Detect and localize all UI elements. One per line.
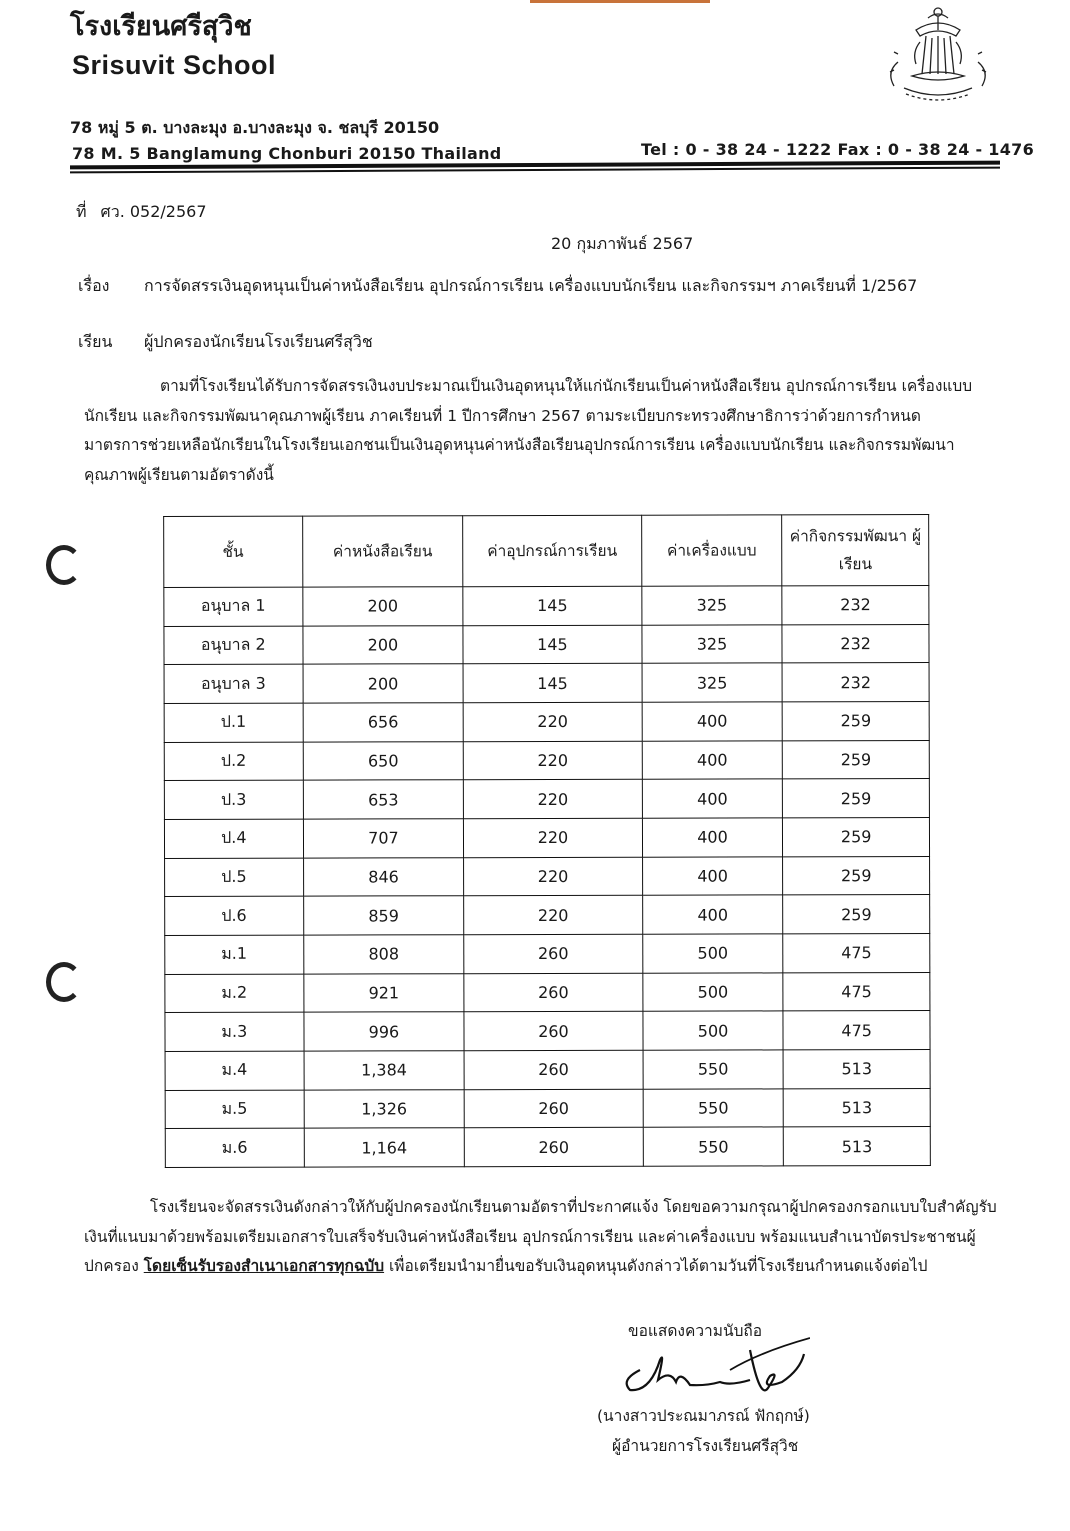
table-body: [164, 585, 931, 1167]
cell-supplies: 220: [463, 741, 642, 780]
cell-activity: 232: [782, 585, 929, 624]
cell-activity: 259: [783, 856, 930, 895]
cell-grade: อนุบาล 1: [164, 587, 303, 626]
signature-icon: [610, 1330, 810, 1410]
cell-grade: ป.1: [164, 703, 303, 742]
cell-activity: 475: [783, 1011, 930, 1050]
recipient-label: เรียน: [78, 332, 113, 351]
ref-label: ที่: [76, 202, 87, 221]
cell-uniform: 325: [642, 586, 783, 625]
cell-textbook: 808: [303, 935, 464, 974]
header-textbook: ค่าหนังสือเรียน: [302, 516, 463, 587]
cell-textbook: 200: [303, 664, 464, 703]
cell-supplies: 260: [464, 934, 643, 973]
cell-grade: ป.3: [164, 780, 303, 819]
table-row: [164, 779, 929, 820]
cell-activity: 475: [783, 933, 930, 972]
paragraph-instructions: [84, 1193, 1014, 1282]
cell-activity: 259: [782, 701, 929, 740]
cell-supplies: 220: [463, 702, 642, 741]
cell-grade: ป.2: [164, 742, 303, 781]
cell-supplies: 260: [464, 1127, 643, 1166]
subsidy-rates-table: [163, 514, 931, 1168]
cell-uniform: 500: [643, 972, 784, 1011]
cell-grade: ป.4: [164, 819, 303, 858]
recipient-line: [78, 330, 373, 355]
subject-label: เรื่อง: [78, 276, 110, 295]
cell-uniform: 325: [642, 625, 783, 664]
table-row: [165, 856, 930, 897]
school-name-th: โรงเรียนศรีสุวิช: [70, 11, 252, 42]
address-en: 78 M. 5 Banglamung Chonburi 20150 Thailand: [72, 144, 502, 163]
cell-supplies: 260: [464, 1011, 643, 1050]
signer-name: (นางสาวประณมาภรณ์ ฟักฤกษ์): [597, 1407, 810, 1425]
cell-grade: ม.3: [165, 1012, 304, 1051]
cell-textbook: 1,326: [304, 1089, 465, 1128]
cell-textbook: 707: [303, 819, 464, 858]
cell-activity: 513: [783, 1049, 930, 1088]
cell-textbook: 200: [302, 587, 463, 626]
cell-supplies: 260: [464, 1050, 643, 1089]
table-row: [164, 740, 929, 781]
table-row: [165, 1127, 930, 1168]
cell-textbook: 1,384: [304, 1051, 465, 1090]
cell-uniform: 400: [642, 741, 783, 780]
header-grade: ชั้น: [164, 516, 303, 587]
cell-grade: ม.6: [165, 1128, 304, 1167]
table-row: [165, 933, 930, 974]
table-row: [165, 972, 930, 1013]
cell-textbook: 921: [304, 973, 465, 1012]
cell-uniform: 550: [643, 1127, 784, 1166]
table-row: [165, 895, 930, 936]
instructions-part2: เพื่อเตรียมนำมายื่นขอรับเงินอุดหนุนดังกล่าวได้ตามวันที่โรงเรียนกำหนดแจ้งต่อไป: [384, 1257, 928, 1275]
cell-grade: ป.5: [165, 858, 304, 897]
table-row: [165, 1049, 930, 1090]
cell-grade: อนุบาล 2: [164, 626, 303, 665]
cell-grade: ม.4: [165, 1051, 304, 1090]
cell-textbook: 656: [303, 703, 464, 742]
cell-activity: 259: [783, 817, 930, 856]
signer-position: ผู้อำนวยการโรงเรียนศรีสุวิช: [612, 1437, 799, 1455]
cell-supplies: 145: [463, 664, 642, 703]
cell-uniform: 550: [643, 1050, 784, 1089]
document-number: [76, 200, 207, 225]
cell-supplies: 260: [464, 973, 643, 1012]
cell-textbook: 653: [303, 780, 464, 819]
cell-uniform: 500: [643, 1011, 784, 1050]
header-supplies: ค่าอุปกรณ์การเรียน: [463, 515, 642, 586]
table-row: [165, 1011, 930, 1052]
cell-activity: 259: [783, 740, 930, 779]
cell-textbook: 996: [304, 1012, 465, 1051]
paragraph-intro: ตามที่โรงเรียนได้รับการจัดสรรเงินงบประมาณเป็นเงินอุดหนุนให้แก่นักเรียนเป็นค่าหนังสือเรียน อุปกรณ์การเรียน เครื่องแบบนักเรียน และกิจกรรมพัฒนาคุณภาพผู้เรียน ภาคเรียนที่ 1 ปีการศึกษา 2567 ตามระเบียบกระทรวงศึกษาธิการว่าด้วยการกำหนดมาตรการช่วยเหลือนักเรียนในโรงเรียนเอกชนเป็นเงินอุดหนุนค่าหนังสือเรียนอุปกรณ์การเรียน เครื่องแบบนักเรียน และกิจกรรมพัฒนาคุณภาพผู้เรียนตามอัตราดังนี้: [84, 377, 973, 484]
table-row: [164, 624, 929, 665]
cell-activity: 259: [783, 895, 930, 934]
address-th: 78 หมู่ 5 ต. บางละมุง อ.บางละมุง จ. ชลบุรี 20150: [70, 118, 440, 137]
instructions-emphasis: โดยเซ็นรับรองสำเนาเอกสารทุกฉบับ: [143, 1257, 385, 1275]
cell-activity: 259: [783, 779, 930, 818]
cell-supplies: 145: [463, 586, 642, 625]
cell-supplies: 220: [464, 896, 643, 935]
contact-info: Tel : 0 - 38 24 - 1222 Fax : 0 - 38 24 - 1476: [641, 140, 1035, 159]
ref-number: ศว. 052/2567: [100, 202, 207, 221]
cell-supplies: 220: [464, 780, 643, 819]
cell-uniform: 400: [642, 856, 783, 895]
cell-supplies: 145: [463, 625, 642, 664]
punch-hole-bottom: [46, 962, 82, 1002]
cell-uniform: 400: [642, 702, 783, 741]
table-header-row: [164, 514, 929, 587]
instructions-part1: โรงเรียนจะจัดสรรเงินดังกล่าวให้กับผู้ปกครองนักเรียนตามอัตราที่ประกาศแจ้ง โดยขอความกรุณาผู้ปกครองกรอกแบบใบสำคัญรับเงินที่แนบมาด้วยพร้อมเตรียมเอกสารใบเสร็จรับเงินค่าหนังสือเรียน อุปกรณ์การเรียน และค่าเครื่องแบบ พร้อมแนบสำเนาบัตรประชาชนผู้ปกครอง: [84, 1198, 997, 1275]
cell-uniform: 400: [642, 779, 783, 818]
cell-grade: ม.2: [165, 974, 304, 1013]
subject-text: การจัดสรรเงินอุดหนุนเป็นค่าหนังสือเรียน อุปกรณ์การเรียน เครื่องแบบนักเรียน และกิจกรรมฯ ภาคเรียนที่ 1/2567: [144, 276, 918, 295]
cell-textbook: 859: [303, 896, 464, 935]
table-row: [164, 701, 929, 742]
cell-uniform: 500: [642, 934, 783, 973]
scan-edge: [530, 0, 710, 3]
cell-grade: ป.6: [165, 896, 304, 935]
cell-activity: 475: [783, 972, 930, 1011]
cell-textbook: 846: [303, 857, 464, 896]
cell-textbook: 200: [303, 625, 464, 664]
cell-supplies: 220: [464, 818, 643, 857]
cell-activity: 513: [783, 1088, 930, 1127]
cell-grade: อนุบาล 3: [164, 664, 303, 703]
cell-activity: 232: [782, 663, 929, 702]
cell-activity: 513: [784, 1127, 931, 1166]
cell-activity: 232: [782, 624, 929, 663]
table-row: [164, 817, 929, 858]
cell-uniform: 325: [642, 663, 783, 702]
table-row: [165, 1088, 930, 1129]
table-row: [164, 585, 929, 626]
cell-supplies: 260: [464, 1089, 643, 1128]
school-emblem-icon: [876, 2, 1000, 112]
cell-uniform: 550: [643, 1088, 784, 1127]
header-activity: ค่ากิจกรรมพัฒนา ผู้เรียน: [782, 514, 929, 585]
header-uniform: ค่าเครื่องแบบ: [641, 515, 782, 586]
cell-uniform: 400: [642, 895, 783, 934]
recipient-text: ผู้ปกครองนักเรียนโรงเรียนศรีสุวิช: [144, 332, 373, 351]
subject-line: [78, 274, 998, 299]
cell-grade: ม.1: [165, 935, 304, 974]
cell-supplies: 220: [464, 857, 643, 896]
punch-hole-top: [46, 545, 82, 585]
closing-phrase: ขอแสดงความนับถือ: [628, 1322, 763, 1340]
school-name-en: Srisuvit School: [72, 50, 277, 80]
cell-uniform: 400: [642, 818, 783, 857]
table-row: [164, 663, 929, 704]
cell-grade: ม.5: [165, 1090, 304, 1129]
cell-textbook: 1,164: [304, 1128, 465, 1167]
letter-date: 20 กุมภาพันธ์ 2567: [551, 234, 694, 253]
cell-textbook: 650: [303, 741, 464, 780]
